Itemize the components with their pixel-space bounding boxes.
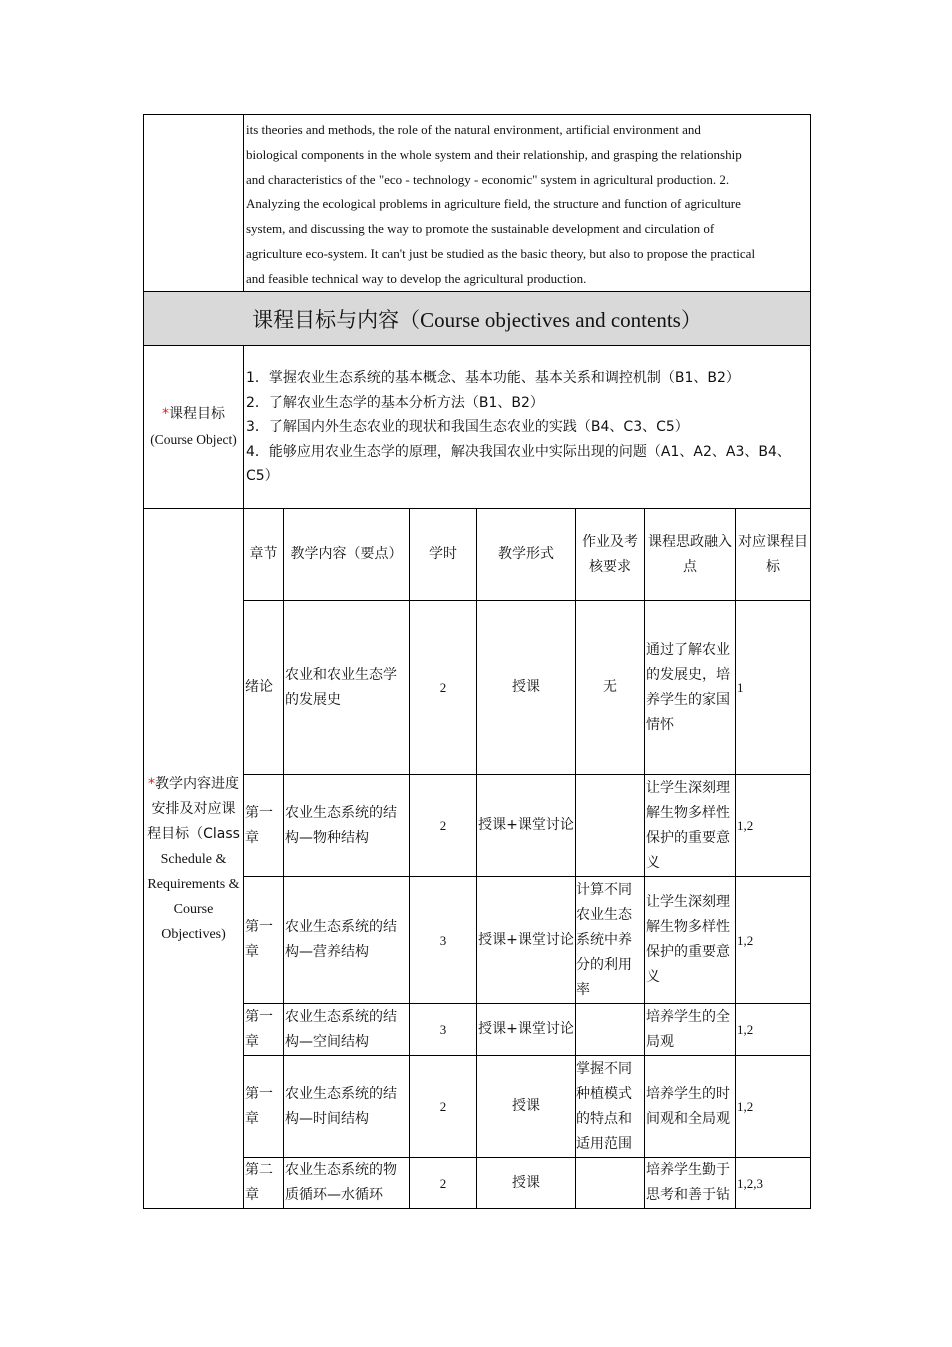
header-homework: 作业及考核要求	[582, 533, 638, 575]
objective-item: 1．掌握农业生态系统的基本概念、基本功能、基本关系和调控机制（B1、B2）	[246, 370, 740, 386]
row-form: 授课	[512, 679, 540, 695]
row-form: 授课+课堂讨论	[478, 931, 574, 948]
row-content: 农业生态系统的结构—空间结构	[285, 1008, 397, 1050]
schedule-label-line: 教学内容进度	[155, 776, 239, 792]
row-form: 授课	[512, 1098, 540, 1114]
row-goals: 1,2	[737, 932, 754, 948]
row-ideology: 培养学生的全局观	[646, 1008, 730, 1050]
row-content: 农业生态系统的结构—时间结构	[285, 1085, 397, 1127]
schedule-label-line: Course	[173, 902, 214, 917]
schedule-label-line: Objectives)	[161, 927, 226, 942]
required-mark: *	[162, 406, 169, 422]
header-chapter: 章节	[249, 546, 278, 562]
row-chapter: 第一章	[245, 804, 273, 846]
row-chapter: 第一章	[245, 919, 273, 960]
course-description-continued	[246, 118, 812, 292]
row-content: 农业和农业生态学的发展史	[285, 666, 397, 708]
row-homework	[576, 1158, 644, 1208]
header-form: 教学形式	[498, 546, 554, 562]
row-goals: 1,2,3	[737, 1175, 763, 1191]
header-content: 教学内容（要点）	[290, 546, 403, 562]
header-ideology: 课程思政融入点	[648, 533, 732, 575]
objective-item: C5）	[246, 468, 279, 484]
description-line: agriculture eco-system. It can't just be studied as the basic theory, but also to propose the practical	[246, 245, 756, 261]
grid-col-5	[644, 508, 645, 1209]
objective-item: 2．了解农业生态学的基本分析方法（B1、B2）	[246, 394, 544, 411]
objective-item: 4．能够应用农业生态学的原理，解决我国农业中实际出现的问题（A1、A2、A3、B4、	[246, 443, 791, 460]
row-content: 农业生态系统的物质循环—水循环	[285, 1162, 397, 1203]
row-ideology: 让学生深刻理解生物多样性保护的重要意义	[646, 779, 730, 871]
row-goals: 1,2	[737, 1022, 754, 1037]
row-form: 授课	[512, 1174, 540, 1191]
required-mark: *	[148, 776, 155, 792]
schedule-label-line: Schedule &	[160, 852, 227, 867]
row-chapter: 第一章	[245, 1085, 273, 1127]
row-form: 授课+课堂讨论	[478, 817, 574, 833]
row-chapter: 第一章	[245, 1008, 273, 1050]
header-hours: 学时	[429, 546, 457, 562]
row-homework	[576, 775, 644, 876]
objectives-label-en: (Course Object)	[150, 432, 237, 447]
row-homework: 掌握不同种植模式的特点和适用范围	[576, 1060, 632, 1152]
schedule-label-line: 程目标（Class	[147, 826, 240, 842]
row-content: 农业生态系统的结构—物种结构	[285, 804, 397, 846]
row-chapter: 第二章	[245, 1162, 273, 1203]
row-form: 授课+课堂讨论	[478, 1021, 574, 1037]
schedule-label-line: 安排及对应课	[151, 801, 236, 817]
row-ideology: 通过了解农业的发展史，培养学生的家国情怀	[646, 641, 730, 733]
objective-item: 3．了解国内外生态农业的现状和我国生态农业的实践（B4、C3、C5）	[246, 419, 689, 435]
header-goals: 对应课程目标	[738, 533, 808, 575]
row-ideology: 培养学生的时间观和全局观	[646, 1085, 730, 1127]
objectives-list	[246, 366, 806, 489]
grid-col-6	[735, 508, 736, 1209]
grid-col-1	[283, 508, 284, 1209]
section-title-en: （Course objectives and contents）	[399, 307, 702, 332]
row-goals: 1,2	[737, 1099, 754, 1114]
description-line: and characteristics of the "eco - technology - economic" system in agricultural production. 2.	[246, 171, 730, 187]
row-ideology: 培养学生勤于思考和善于钻	[646, 1162, 730, 1203]
row-hours: 2	[439, 1099, 447, 1114]
row-hours: 2	[439, 818, 447, 833]
row-ideology: 让学生深刻理解生物多样性保护的重要意义	[646, 894, 730, 985]
row-homework: 无	[603, 679, 617, 695]
row-homework	[576, 1004, 644, 1055]
schedule-label	[144, 772, 243, 947]
description-line: its theories and methods, the role of the natural environment, artificial environment and	[246, 122, 701, 137]
row-hours: 2	[439, 680, 447, 695]
row-goals: 1	[737, 680, 744, 695]
row-chapter: 绪论	[245, 679, 273, 695]
objectives-label-cn: 课程目标	[169, 406, 225, 422]
row-hours: 3	[439, 1022, 447, 1037]
description-line: and feasible technical way to develop the agricultural production.	[246, 270, 587, 286]
row-divider-section-bottom	[143, 345, 811, 346]
left-column-divider	[243, 114, 244, 292]
row-hours: 2	[439, 1175, 447, 1191]
row-hours: 3	[439, 932, 447, 948]
row-goals: 1,2	[737, 818, 754, 833]
row-homework: 计算不同农业生态系统中养分的利用率	[576, 881, 632, 998]
section-title-cn: 课程目标与内容	[252, 307, 400, 332]
schedule-label-line: Requirements &	[147, 877, 240, 892]
objectives-label	[144, 402, 243, 452]
left-column-divider-lower	[243, 345, 244, 1209]
description-line: Analyzing the ecological problems in agriculture field, the structure and function of agriculture	[246, 196, 741, 212]
section-heading	[144, 292, 810, 345]
description-line: system, and discussing the way to promote the sustainable development and circulation of	[246, 221, 715, 237]
row-content: 农业生态系统的结构—营养结构	[285, 919, 397, 960]
description-line: biological components in the whole system and their relationship, and grasping the relationship	[246, 146, 742, 162]
